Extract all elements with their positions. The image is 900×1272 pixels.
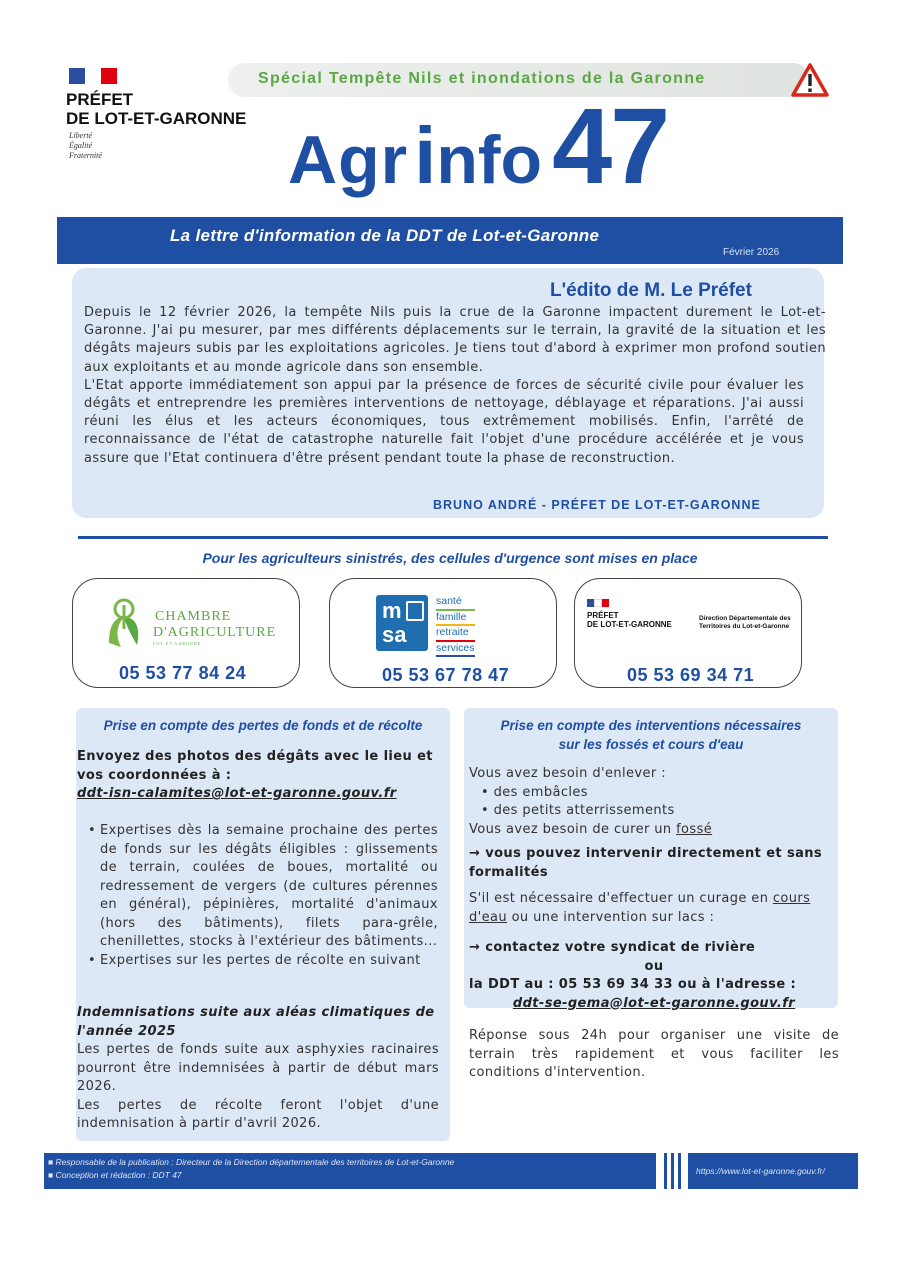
footer-publication: ■ Responsable de la publication : Directeur de la Direction départementale des territoires de Lot-et-Garonne ■ Conception et rédaction : DDT 47 [48,1157,455,1180]
phone-number: 05 53 67 78 47 [382,665,510,685]
chambre-name: CHAMBRE D'AGRICULTURE LOT-ET-GARONNE [153,609,277,646]
list-item: • des embâcles [481,784,588,800]
newsletter-title: Agrinfo47 [288,85,669,206]
list-item: • des petits atterrissements [481,803,675,818]
left-bullets [88,822,438,970]
left-column-title: Prise en compte des pertes de fonds et de récolte [103,718,423,733]
msa-tagline: santé famille retraite services [436,595,475,657]
footer-url-link[interactable]: https://www.lot-et-garonne.gouv.fr/ [696,1166,825,1176]
ddt-prefet-name: PRÉFET DE LOT-ET-GARONNE [587,611,672,629]
issue-date: Février 2026 [723,247,780,258]
indemnisation-text: Les pertes de fonds suite aux asphyxies racinaires pourront être indemnisées à partir de début mars 2026. Les pertes de récolte feront l'objet d'une indemnisation à partir d'avril 2026. [77,1042,439,1131]
square-bullet-icon: ■ [48,1170,56,1180]
list-item: • Expertises dès la semaine prochaine des pertes de fonds sur les dégâts éligibles : glissements de terrain, coulées de boues, mortalité ou redressement de vergers (de cultures pérennes en général), pépinières, mortalité d'animaux (hors des bâtiments), filets para-grêle, chenillettes, stocks à l'extérieur des bâtiments... [88,823,438,949]
indemnisation-heading: Indemnisations suite aux aléas climatiques de l'année 2025 [77,1005,435,1039]
special-banner-text: Spécial Tempête Nils et inondations de la Garonne [258,70,706,87]
edito-paragraph: Depuis le 12 février 2026, la tempête Nils puis la crue de la Garonne impactent durement le Lot-et-Garonne. J'ai pu mesurer, par mes différents déplacements sur le terrain, la gravité de la situation et les dégâts majeurs subis par les exploitations agricoles. Je tiens tout d'abord à exprimer mon profond soutien aux exploitants et au monde agricole dans son ensemble. [84,305,826,375]
msa-logo-icon: m sa [376,595,428,651]
warning-icon [790,62,830,98]
divider [78,536,828,539]
right-column-title: Prise en compte des interventions nécessaires sur les fossés et cours d'eau [500,718,802,752]
calamites-email-link[interactable]: ddt-isn-calamites@lot-et-garonne.gouv.fr [77,786,397,801]
contact-card-msa [329,578,557,688]
right-column-body: Vous avez besoin d'enlever : • des embâcles • des petits atterrissements Vous avez besoin de curer un fossé → vous pouvez intervenir directement et sans formalités S'il est nécessaire d'effectuer un curage en cours d'eau ou une intervention sur lacs : → contactez votre syndicat de rivière ou la DDT au : 05 53 69 34 33 ou à l'adresse : ddt-se-gema@lot-et-garonne.gouv.fr Réponse sous 24h pour organiser une visite de terrain très rapidement et vous faciliter les conditions d'intervention. [469,766,839,1080]
gema-email-link[interactable]: ddt-se-gema@lot-et-garonne.gouv.fr [512,995,796,1011]
phone-number: 05 53 77 84 24 [119,663,247,683]
edito-body [84,304,826,468]
bullet-icon: • [481,803,494,818]
contact-card-chambre [72,578,300,688]
contact-card-ddt [574,578,802,688]
footer-separator-icon [664,1153,682,1189]
send-photos-text: Envoyez des photos des dégâts avec le lieu et vos coordonnées à : [77,749,433,783]
prefet-logo-text: PRÉFET DE LOT-ET-GARONNE [66,90,247,128]
edito-paragraph: L'Etat apporte immédiatement son appui par la présence de forces de sécurité civile pour évaluer les dégâts et entreprendre les premières interventions de nettoyage, déblayage et réparations. J'ai aussi réuni les élus et les acteurs économiques, tous extrêmement mobilisés. Enfin, l'arrêté de reconnaissance de l'état de catastrophe naturelle fait l'objet d'une procédure accélérée et je vous assure que l'Etat continuera d'être présent pendant toute la phase de reconstruction. [84,377,804,466]
phone-number: 05 53 69 34 71 [627,665,755,685]
subtitle: La lettre d'information de la DDT de Lot-et-Garonne [170,226,600,245]
cells-title: Pour les agriculteurs sinistrés, des cellules d'urgence sont mises en place [202,550,698,566]
bullet-icon: • [88,823,97,838]
bullet-icon: • [481,784,494,800]
bullet-icon: • [88,952,97,968]
ddt-dept-name: Direction Départementale des Territoires du Lot-et-Garonne [699,615,791,630]
marianne-flag-icon [587,599,609,607]
edito-title: L'édito de M. Le Préfet [550,280,752,301]
marianne-flag-icon [69,68,117,84]
chambre-agriculture-logo-icon [101,595,147,651]
list-item: • Expertises sur les pertes de récolte en suivant [88,952,438,971]
square-bullet-icon: ■ [48,1157,56,1167]
edito-signature: BRUNO ANDRÉ - PRÉFET DE LOT-ET-GARONNE [433,498,761,512]
devise: Liberté Égalité Fraternité [69,131,102,160]
